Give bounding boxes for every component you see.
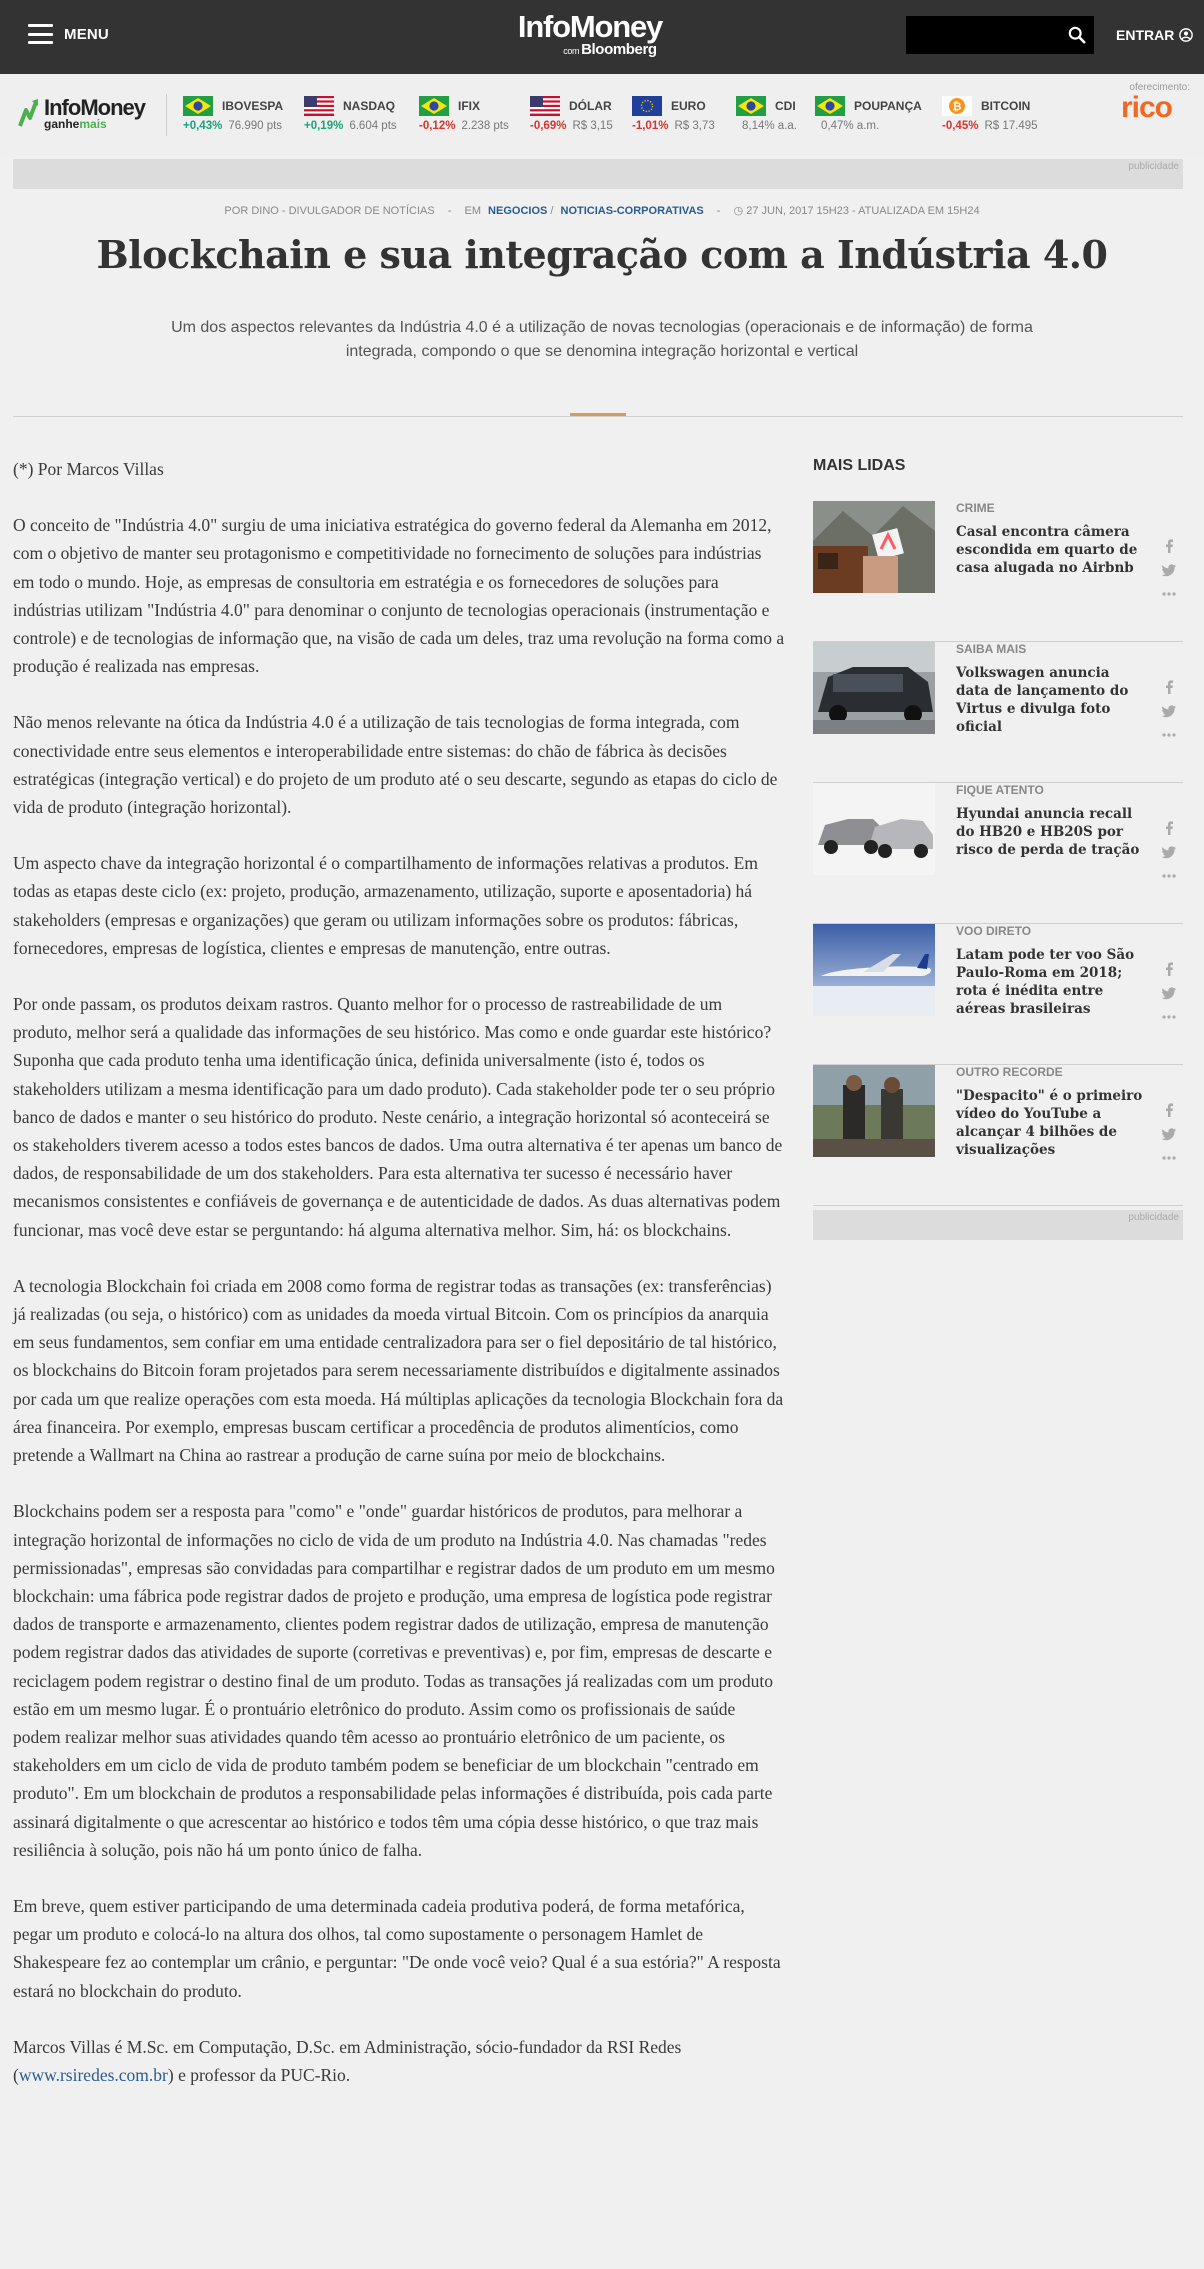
twitter-icon[interactable] xyxy=(1162,563,1176,577)
login-button[interactable] xyxy=(1116,27,1193,43)
article-paragraph: Em breve, quem estiver participando de uma determinada cadeia produtiva poderá, de forma metafórica, pegar um produto e colocá-lo na altura dos olhos, tal como supostamente o personagem Hamlet de Shakespeare fez ao contemplar um crânio, e perguntar: "De onde você veio? Qual é a sua estória?" A resposta estará no blockchain do produto. xyxy=(13,1895,781,2001)
header-divider-accent xyxy=(570,413,626,416)
article-meta: POR DINO - DIVULGADOR DE NOTÍCIAS - EM NEGOCIOS / NOTICIAS-CORPORATIVAS - ◷ 27 JUN, 2017 15H23 - ATUALIZADA EM 15H24 xyxy=(224,205,980,217)
market-index-3[interactable] xyxy=(530,94,613,132)
index-name: IBOVESPA xyxy=(222,99,284,113)
index-change: +0,43% xyxy=(183,120,223,132)
twitter-icon[interactable] xyxy=(1162,704,1176,718)
item-kicker: FIQUE ATENTO xyxy=(956,783,1044,797)
article-paragraph: A tecnologia Blockchain foi criada em 2008 como forma de registrar todas as transações (ex: transferências) já realizadas (ou seja, o histórico) com as unidades da moeda virtual Bitcoin. Com os princípios da anarquia em seus fundamentos, sem confiar em uma entidade centralizadora para ser o fiel depositário de tal histórico, os blockchains do Bitcoin foram projetados para serem necessariamente distribuídos e digitalmente assinados por cada um que realize operações com esta moeda. Há múltiplas aplicações da tecnologia Blockchain fora da área financeira. Por exemplo, empresas buscam certificar a procedência de produtos alimentícios, como pretende a Wallmart na China ao rastrear a produção de carne suína por meio de blockchains. xyxy=(13,1275,784,1466)
search-input[interactable] xyxy=(906,16,1094,54)
sidebar-ad-banner[interactable] xyxy=(813,1210,1183,1240)
share-buttons xyxy=(1158,962,1180,1034)
item-title[interactable]: Latam pode ter voo São Paulo-Roma em 2018; rota é inédita entre aéreas brasileiras xyxy=(956,947,1135,1017)
index-change: +0,19% xyxy=(304,120,344,132)
index-change: -1,01% xyxy=(632,120,669,132)
login-label: ENTRAR xyxy=(1116,27,1175,43)
index-value: 6.604 pts xyxy=(349,120,397,132)
item-kicker: SAIBA MAIS xyxy=(956,642,1027,656)
article-paragraph: Um aspecto chave da integração horizontal é o compartilhamento de informações relativas a produtos. Em todas as etapas deste ciclo (ex: projeto, produção, armazenamento, utilização, suporte e aposentadoria) há stakeholders (empresas e organizações) que geram ou utilizam informações sobre os produtos: fábricas, fornecedores, empresas de logística, clientes e empresas de manutenção, entre outras. xyxy=(13,853,758,958)
sidebar-title: MAIS LIDAS xyxy=(813,457,906,474)
flag-us-icon xyxy=(304,96,343,116)
top-ad-banner[interactable] xyxy=(13,159,1183,189)
author-prefix: POR xyxy=(224,205,249,217)
user-icon xyxy=(1179,28,1193,42)
index-name: BITCOIN xyxy=(981,99,1031,113)
more-options-icon[interactable] xyxy=(1162,728,1176,742)
most-read-sidebar xyxy=(813,455,1183,1206)
item-title[interactable]: Hyundai anuncia recall do HB20 e HB20S por risco de perda de tração xyxy=(956,806,1140,858)
article-paragraph: Por onde passam, os produtos deixam rastros. Quanto melhor for o processo de rastreabilidade de um produto, melhor será a qualidade das informações de seu histórico. Mas como e onde guardar este histórico? Suponha que cada produto tenha uma identificação única, definida universalmente (isto é, todos os stakeholders utilizam a mesma identificação para um dado produto). Cada stakeholder pode ter o seu próprio banco de dados e manter o seu histórico do produto. Neste cenário, a integração horizontal só aconteceirá se os stakeholders tiverem acesso a todos estes bancos de dados. Uma outra alternativa é ter apenas um banco de dados, de responsabilidade de um dos stakeholders. Para esta alternativa ter sucesso é necessário haver mecanismos consistentes e confiáveis de governança e de autenticidade de dados. As duas alternativas podem funcionar, mas você deve estar se perguntando: há alguma alternativa melhor. Sim, há: os blockchains. xyxy=(13,994,783,1240)
share-buttons xyxy=(1158,1103,1180,1175)
market-index-4[interactable] xyxy=(632,94,715,132)
clock-icon: ◷ xyxy=(733,205,744,217)
twitter-icon[interactable] xyxy=(1162,1127,1176,1141)
twitter-icon[interactable] xyxy=(1162,845,1176,859)
search-icon[interactable] xyxy=(1068,26,1086,44)
logo-sub-text: com Bloomberg xyxy=(563,41,657,58)
index-change: -0,12% xyxy=(419,120,456,132)
author-name[interactable]: DINO - DIVULGADOR DE NOTÍCIAS xyxy=(251,205,435,217)
infomoney-ganhemais-logo[interactable] xyxy=(16,96,145,132)
item-title[interactable]: Volkswagen anuncia data de lançamento do Virtus e divulga foto oficial xyxy=(956,665,1129,735)
more-options-icon[interactable] xyxy=(1162,869,1176,883)
item-title[interactable]: Casal encontra câmera escondida em quarto de casa alugada no Airbnb xyxy=(956,524,1138,576)
top-navigation-bar xyxy=(0,0,1204,74)
ticker-divider xyxy=(166,94,167,136)
logo-main-text: InfoMoney xyxy=(517,9,663,44)
market-ticker-bar xyxy=(0,74,1204,157)
article-thumbnail[interactable] xyxy=(813,501,935,593)
item-kicker: VOO DIRETO xyxy=(956,924,1032,938)
index-name: IFIX xyxy=(458,99,481,113)
article-body xyxy=(13,455,785,2117)
share-buttons xyxy=(1158,680,1180,752)
article-paragraph: (*) Por Marcos Villas xyxy=(13,459,164,479)
index-value: 2.238 pts xyxy=(461,120,509,132)
market-index-1[interactable] xyxy=(304,94,397,132)
category-link-noticias[interactable]: NOTICIAS-CORPORATIVAS xyxy=(560,205,704,217)
index-name: NASDAQ xyxy=(343,99,396,113)
in-label: EM xyxy=(464,205,481,217)
index-name: EURO xyxy=(671,99,706,113)
article-title: Blockchain e sua integração com a Indústria 4.0 xyxy=(96,232,1108,277)
more-options-icon[interactable] xyxy=(1162,1151,1176,1165)
flag-us-icon xyxy=(530,96,569,116)
index-change: -0,45% xyxy=(942,120,979,132)
index-name: POUPANÇA xyxy=(854,99,922,113)
item-kicker: CRIME xyxy=(956,501,995,515)
ticker-brand: InfoMoney ganhemais xyxy=(44,95,145,131)
sponsor-block[interactable] xyxy=(1070,82,1190,123)
category-link-negocios[interactable]: NEGOCIOS xyxy=(488,205,548,217)
index-value: 76.990 pts xyxy=(228,120,283,132)
hamburger-icon xyxy=(28,24,53,44)
facebook-icon[interactable] xyxy=(1162,539,1176,553)
most-read-item[interactable] xyxy=(813,1065,1183,1206)
more-options-icon[interactable] xyxy=(1162,1010,1176,1024)
flag-br-icon xyxy=(419,96,458,116)
menu-label: MENU xyxy=(64,25,109,43)
item-kicker: OUTRO RECORDE xyxy=(956,1065,1063,1079)
facebook-icon[interactable] xyxy=(1162,962,1176,976)
ad-label: publicidade xyxy=(1128,1212,1179,1223)
article-thumbnail[interactable] xyxy=(813,1065,935,1157)
facebook-icon[interactable] xyxy=(1162,821,1176,835)
share-buttons xyxy=(1158,539,1180,611)
index-change: -0,69% xyxy=(530,120,567,132)
index-value: R$ 3,73 xyxy=(674,120,715,132)
index-value: R$ 3,15 xyxy=(572,120,613,132)
article-paragraph: O conceito de "Indústria 4.0" surgiu de uma iniciativa estratégica do governo federal da Alemanha em 2012, com o objetivo de manter seu protagonismo e competitividade no fornecimento de soluções para indústrias em todo o mundo. Hoje, as empresas de consultoria em estratégia e os fornecedores de soluções para indústrias utilizam "Indústria 4.0" para denominar o conjunto de tecnologias operacionais (instrumentação e controle) e de tecnologias de informação que, na visão de cada um deles, traz uma revolução na forma como a produção é realizada nas empresas. xyxy=(13,515,785,677)
most-read-item[interactable] xyxy=(813,501,1183,642)
infomoney-bloomberg-logo[interactable] xyxy=(510,11,670,58)
twitter-icon[interactable] xyxy=(1162,986,1176,1000)
growth-arrow-icon xyxy=(16,96,42,132)
market-index-6[interactable] xyxy=(815,94,922,132)
market-index-2[interactable] xyxy=(419,94,509,132)
most-read-item[interactable] xyxy=(813,642,1183,783)
market-index-5[interactable] xyxy=(736,94,797,132)
rsi-redes-link[interactable]: www.rsiredes.com.br xyxy=(18,2064,168,2085)
index-value: 0,47% a.m. xyxy=(821,120,880,132)
item-title[interactable]: "Despacito" é o primeiro vídeo do YouTube a alcançar 4 bilhões de visualizações xyxy=(956,1088,1143,1158)
ad-label: publicidade xyxy=(1128,161,1179,172)
share-buttons xyxy=(1158,821,1180,893)
article-thumbnail[interactable] xyxy=(813,642,935,734)
author-bio: Marcos Villas é M.Sc. em Computação, D.Sc. em Administração, sócio-fundador da RSI Redes (www.rsiredes.com.br) e professor da PUC-Rio. xyxy=(13,2036,682,2085)
sponsor-logo: rico xyxy=(1120,91,1172,124)
index-name: DÓLAR xyxy=(569,99,612,113)
most-read-item[interactable] xyxy=(813,924,1183,1065)
market-index-0[interactable] xyxy=(183,94,283,132)
facebook-icon[interactable] xyxy=(1162,1103,1176,1117)
market-index-7[interactable] xyxy=(942,94,1038,132)
index-value: 8,14% a.a. xyxy=(742,120,797,132)
flag-br-icon xyxy=(815,96,854,116)
flag-br-icon xyxy=(736,96,775,116)
flag-btc-icon xyxy=(942,96,981,116)
flag-br-icon xyxy=(183,96,222,116)
flag-eu-icon xyxy=(632,96,671,116)
most-read-item[interactable] xyxy=(813,783,1183,924)
menu-button[interactable] xyxy=(28,24,109,44)
article-paragraph: Blockchains podem ser a resposta para "como" e "onde" guardar históricos de produtos, para melhorar a integração horizontal de informações no ciclo de vida de um produto na Indústria 4.0. Nas chamadas "redes permissionadas", empresas são convidadas para compartilhar e registrar dados de um produto em um mesmo blockchain: uma fábrica pode registrar dados de projeto e produção, uma empresa de logística pode registrar dados de transporte e armazenamento, clientes podem registrar dados de utilização, empresa de manutenção podem registrar dados das atividades de suporte (corretivas e preventivas) e, por fim, empresas de descarte e reciclagem podem registrar o destino final de um produto. Todas as transações já realizadas com um produto estão em um mesmo lugar. É o prontuário eletrônico do produto. Assim como os profissionais de saúde podem realizar melhor suas atividades quando têm acesso ao prontuário eletrônico de um paciente, os stakeholders em um ciclo de vida de produto também podem se beneficiar de um blockchain "centrado em produto". Em um blockchain de produtos a responsabilidade pelas informações é distribuída, pois cada parte assinará digitalmente o que acrescentar ao histórico e todos têm uma cópia desse histórico, o que traz mais resiliência à solução, pois não há um ponto único de falha. xyxy=(13,1501,775,1860)
article-thumbnail[interactable] xyxy=(813,783,935,875)
article-thumbnail[interactable] xyxy=(813,924,935,1016)
index-name: CDI xyxy=(775,99,796,113)
publish-date: 27 JUN, 2017 15H23 - ATUALIZADA EM 15H24 xyxy=(746,205,980,217)
index-value: R$ 17.495 xyxy=(984,120,1038,132)
header-divider xyxy=(13,416,1183,417)
more-options-icon[interactable] xyxy=(1162,587,1176,601)
article-paragraph: Não menos relevante na ótica da Indústria 4.0 é a utilização de tais tecnologias de forma integrada, com conectividade entre seus elementos e interoperabilidade entre sistemas: do chão de fábrica às decisões estratégicas (integração vertical) e do projeto de um produto até o seu descarte, segundo as etapas do ciclo de vida de produto (integração horizontal). xyxy=(13,712,778,818)
article-subtitle: Um dos aspectos relevantes da Indústria 4.0 é a utilização de novas tecnologias (operacionais e de informação) de forma integrada, compondo o que se denomina integração horizontal e vertical xyxy=(171,319,1033,360)
sponsor-label: oferecimento: xyxy=(1129,82,1190,93)
svg-text:₿: ₿ xyxy=(952,100,962,113)
facebook-icon[interactable] xyxy=(1162,680,1176,694)
